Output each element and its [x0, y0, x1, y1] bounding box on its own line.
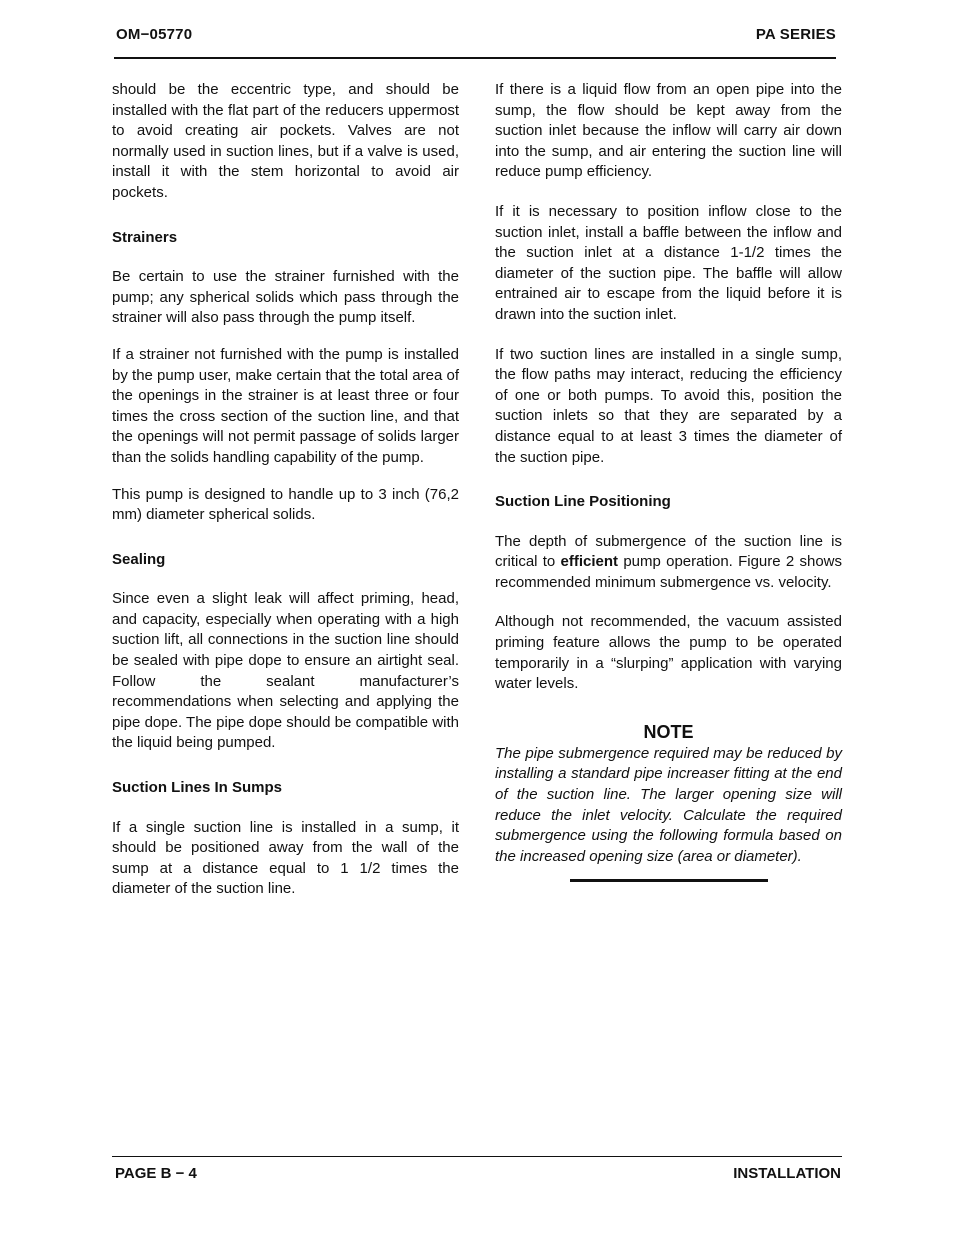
inflow-paragraph-1: If there is a liquid flow from an open pipe into the sump, the flow should be kept away from the suction inlet because the inflow will carry air down into the sump, and air entering the suction line will reduce pump efficiency. — [495, 81, 842, 181]
left-column — [112, 80, 459, 900]
submergence-text-start: The depth of submergence of the suction line is critical to — [495, 532, 842, 571]
strainers-heading: Strainers — [112, 228, 178, 246]
page-number: PAGE B − 4 — [115, 1165, 197, 1182]
strainers-paragraph-2: If a strainer not furnished with the pump is installed by the pump user, make certain that the total area of the openings in the strainer is at least three or four times the cross section of the suction line, and that the openings will not permit passage of solids larger than the solids handling capability of the pump. — [112, 345, 459, 466]
right-column — [495, 80, 842, 882]
suction-lines-in-sumps-paragraph: If a single suction line is installed in a sump, it should be positioned away from the wall of the sump at a distance equal to 1 1/2 times the diameter of the suction line. — [112, 818, 459, 898]
strainers-paragraph-1: Be certain to use the strainer furnished with the pump; any spherical solids which pass through the strainer will also pass through the pump itself. — [112, 268, 459, 327]
eccentric-reducer-paragraph: should be the eccentric type, and should be installed with the flat part of the reducers uppermost to avoid creating air pockets. Valves are not normally used in suction lines, but if a valve is used, install it with the stem horizontal to avoid air pockets. — [112, 81, 459, 201]
section-name: INSTALLATION — [733, 1165, 841, 1182]
document-number: OM−05770 — [116, 26, 193, 43]
slurping-paragraph: Although not recommended, the vacuum assisted priming feature allows the pump to be operated temporarily in a “slurping” application with varying water levels. — [495, 613, 842, 693]
two-suction-lines-paragraph: If two suction lines are installed in a single sump, the flow paths may interact, reducing the efficiency of one or both pumps. To avoid this, position the suction inlets so that they are separated by a distance equal to at least 3 times the diameter of the suction pipe. — [495, 345, 842, 466]
footer-rule — [112, 1156, 842, 1157]
sealing-paragraph: Since even a slight leak will affect priming, head, and capacity, especially when operating with a high suction lift, all connections in the suction line should be sealed with pipe dope to ensure an airtight seal. Follow the sealant manufacturer’s recommendations when selecting and applying the pipe dope. The pipe dope should be compatible with the liquid being pumped. — [112, 590, 459, 752]
suction-lines-in-sumps-heading: Suction Lines In Sumps — [112, 779, 283, 797]
submergence-paragraph — [495, 532, 842, 594]
sealing-heading: Sealing — [112, 550, 166, 568]
note-end-rule — [570, 879, 768, 882]
note-body: The pipe submergence required may be reduced by installing a standard pipe increaser fitting at the end of the suction line. The larger opening size will reduce the inlet velocity. Calculate the required submergence using the following formula based on the increased opening size (area or diameter). — [495, 744, 842, 865]
header-rule — [114, 57, 836, 59]
suction-line-positioning-heading: Suction Line Positioning — [495, 493, 671, 511]
inflow-paragraph-2: If it is necessary to position inflow close to the suction inlet, install a baffle between the inflow and the suction inlet at a distance 1-1/2 times the diameter of the suction pipe. The baffle will allow entrained air to escape from the liquid before it is drawn into the suction inlet. — [495, 202, 842, 323]
submergence-text-end: pump operation. Figure 2 shows recommended minimum submergence vs. velocity. — [495, 553, 842, 591]
note-title: NOTE — [643, 721, 694, 742]
strainers-paragraph-3: This pump is designed to handle up to 3 inch (76,2 mm) diameter spherical solids. — [112, 485, 459, 524]
series-label: PA SERIES — [755, 26, 836, 43]
efficient-emphasis: efficient — [560, 553, 619, 571]
